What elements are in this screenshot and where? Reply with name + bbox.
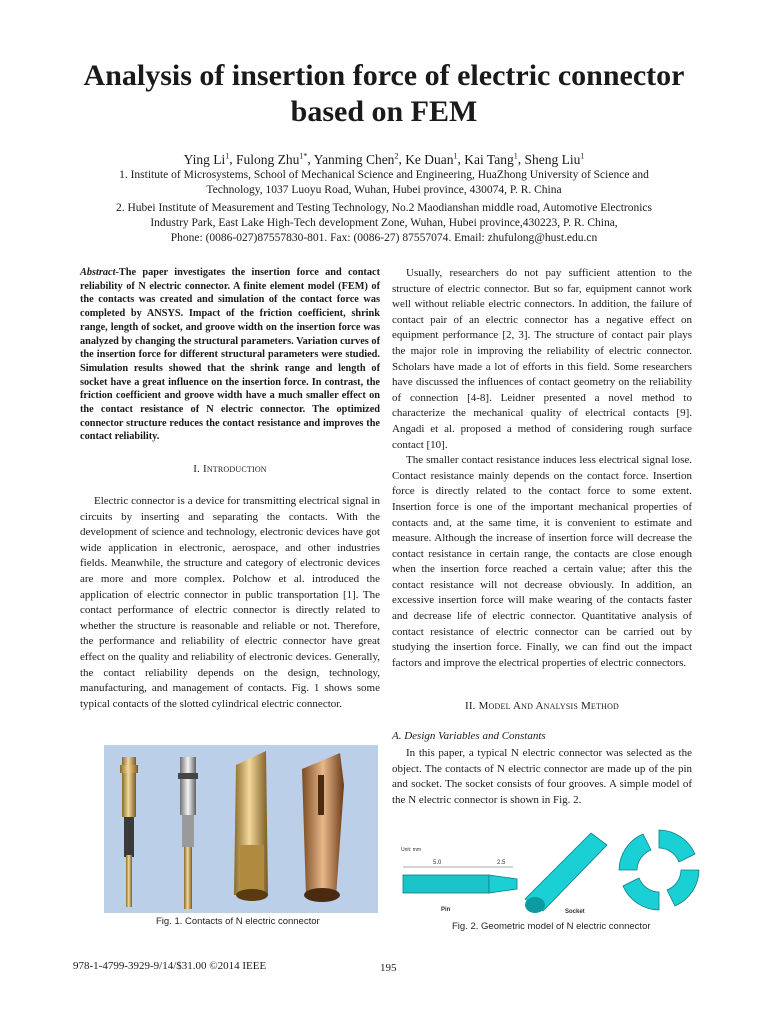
figure-2-socket-cross-section — [613, 824, 705, 916]
fig2-dim-1: 5.0 — [433, 860, 442, 866]
method-paragraph: In this paper, a typical N electric connector was selected as the object. The contacts of N electric connector are made up of the pin and socket. The socket consists of four grooves. A simple model of the N electric connector is shown in Fig. 2. — [392, 747, 692, 806]
affiliation-2 — [70, 201, 698, 246]
author-affiliation-mark: 2 — [394, 151, 399, 160]
abstract-lead: Abstract- — [80, 267, 119, 278]
fig2-dim-2: 2.5 — [497, 860, 506, 866]
page-number: 195 — [380, 962, 397, 974]
intro-body — [80, 494, 380, 712]
author-affiliation-mark: 1 — [453, 151, 458, 160]
author-affiliation-mark: 1 — [580, 151, 585, 160]
socket-model — [525, 833, 607, 913]
figure-1-photo — [104, 745, 378, 913]
abstract-text: The paper investigates the insertion force and contact reliability of N electric connector. A finite element model (FEM) of the contacts was created and simulation of the contact force was completed by ANSYS. Impact of the friction coefficient, shrink range, length of socket, and groove width on the insertion force was analyzed by changing the structural parameters. Variation curves of the insertion force for different structural parameters were studied. Simulation results showed that the shrink range and length of socket have a great influence on the insertion force. In contrast, the friction coefficient and groove width have a much smaller effect on the contact resistance of N electric connector. The optimized connector structure reduces the contact resistance and improves the contact reliability. — [80, 267, 380, 443]
section-heading-introduction: I. Introduction — [193, 463, 267, 475]
author-affiliation-mark: 1 — [225, 151, 230, 160]
method-body — [392, 746, 692, 808]
author-name: Ying Li$^1$ — [183, 151, 230, 167]
author-affiliation-mark: 1* — [299, 151, 308, 160]
figure-1-caption: Fig. 1. Contacts of N electric connector — [156, 916, 320, 927]
author-list: Ying Li$^1$, Fulong Zhu$^{1*}$, Yanming Chen$^2$, Ke Duan$^1$, Kai Tang$^1$, Sheng Liu$^1$ — [183, 151, 585, 167]
right-paragraph-2: The smaller contact resistance induces less electrical signal lose. Contact resistance mainly depends on the contact force. Insertion force is directly related to the contact force to some extent. Insertion force is one of the important mechanical properties of contacts and, at the same time, it is convenient to estimate and measure. Although the increase of insertion force will decrease the contact resistance in certain range, the contacts are close enough when the insertion force reached a certain value; after this the contact resistance will not decrease obviously. In addition, an excessive insertion force will make wearing of the contacts faster and decrease life of electric connector. Quantitative analysis of contact resistance of electric connector can be carried out by studying the insertion force. Finally, we can find out the impact factors and improve the electrical properties of electric connectors. — [392, 454, 692, 669]
copyright-footer: 978-1-4799-3929-9/14/$31.00 ©2014 IEEE — [73, 960, 267, 972]
fig2-units-label: Unit: mm — [401, 847, 421, 853]
paper-title: Analysis of insertion force of electric connector based on FEM — [83, 59, 685, 128]
affiliation-1-line1: 1. Institute of Microsystems, School of Mechanical Science and Engineering, HuaZhong University of Science and — [119, 169, 649, 181]
intro-paragraph: Electric connector is a device for transmitting electrical signal in circuits by inserting and separating the contacts. With the development of science and technology, electronic devices have got wide application in electronic, aerospace, and other industries fields. Meanwhile, the structure and category of electronic devices are more and more complex. Polchow et al. introduced the application of electric connector in public transportation [1]. The contact performance of electric connector is directly related to whether the structure is reasonable and reliable or not. Therefore, the performance and reliability of electric connector have great effect on the quality and reliability of electronic devices. Generally, the contact reliability depends on the design, technology, manufacturing, and management of contacts. Fig. 1 shows some typical contacts of the slotted cylindrical electric connector. — [80, 495, 380, 710]
author-name: Sheng Liu$^1$ — [524, 151, 585, 167]
author-name: Yanming Chen$^2$ — [313, 151, 399, 167]
pin-model — [403, 875, 517, 893]
affiliation-1 — [70, 168, 698, 198]
author-affiliation-mark: 1 — [513, 151, 518, 160]
right-paragraph-1: Usually, researchers do not pay sufficient attention to the structure of electric connector. But so far, equipment cannot work well without reliable electric connectors. In addition, the failure of contact pair of an electric connector has a negative effect on equipment performance [2, 3]. The structure of contact pair plays the major role in improving the reliability of electric connector. Scholars have made a lot of efforts in this field. Some researchers have discussed the influences of contact geometry on the reliability of connection [4-8]. Leidner presented a novel method to characterize the mechanical quality of electrical contacts [9]. Angadi et al. proposed a method of considering rough surface contact [10]. — [392, 267, 692, 451]
author-name: Fulong Zhu$^{1*}$ — [236, 151, 308, 167]
socket-gold — [234, 751, 268, 901]
figure-2-caption: Fig. 2. Geometric model of N electric connector — [452, 921, 651, 932]
author-name: Ke Duan$^1$ — [405, 151, 458, 167]
fig2-pin-label: Pin — [441, 907, 451, 913]
contact-info: Phone: (0086-027)87557830-801. Fax: (0086-27) 87557074. Email: zhufulong@hust.edu.cn — [170, 232, 598, 244]
right-column-body — [392, 266, 692, 671]
affiliation-2-line1: 2. Hubei Institute of Measurement and Testing Technology, No.2 Maodianshan middle road, Automotive Electronics — [115, 202, 652, 214]
author-name: Kai Tang$^1$ — [464, 151, 518, 167]
subsection-heading-a: A. Design Variables and Constants — [392, 730, 546, 742]
affiliation-1-line2: Technology, 1037 Luoyu Road, Wuhan, Hubei province, 430074, P. R. China — [206, 184, 562, 196]
fig2-socket-label: Socket — [565, 909, 585, 915]
section-heading-method: II. Model And Analysis Method — [464, 700, 620, 712]
abstract — [80, 266, 380, 444]
affiliation-2-line2: Industry Park, East Lake High-Tech development Zone, Wuhan, Hubei province,430223, P. R. China, — [150, 217, 618, 229]
